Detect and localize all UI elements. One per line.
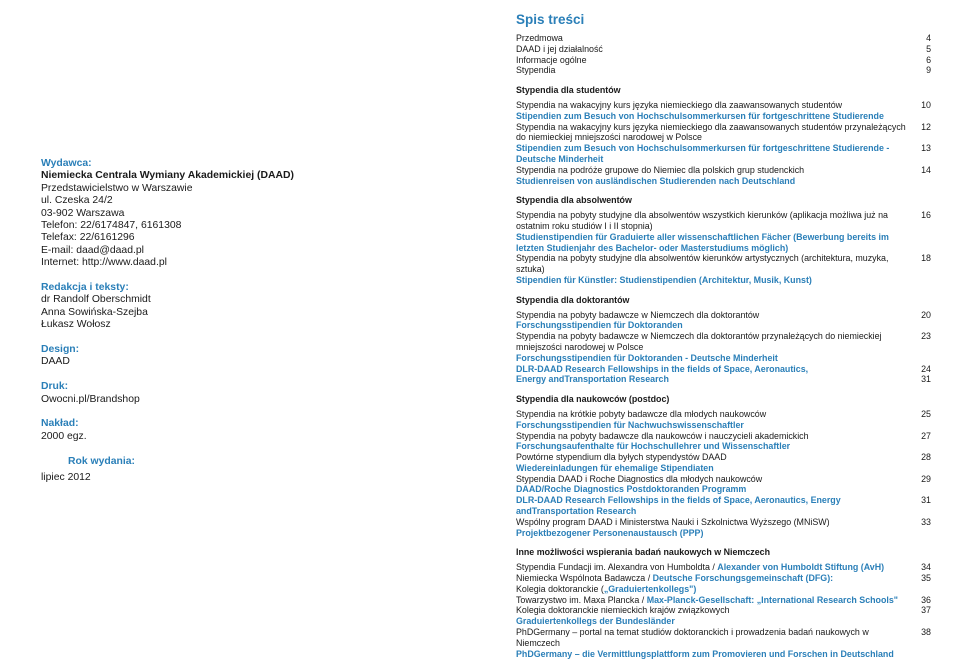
toc-entry-pl: Stypendia na wakacyjny kurs języka niemieckiego dla zaawansowanych studentów [516, 99, 843, 110]
year-label: Rok wydania: [68, 455, 135, 467]
publisher-block [41, 158, 311, 270]
toc-entry[interactable] [516, 431, 931, 453]
toc-entry[interactable] [516, 253, 931, 285]
toc-entry[interactable] [516, 33, 931, 44]
spacer [516, 286, 931, 291]
toc-sections [516, 76, 931, 659]
toc-entry-pl: Wspólny program DAAD i Ministerstwa Nauki i Szkolnictwa Wyższego (MNiSW) [516, 516, 830, 527]
toc-page-number: 14 [921, 164, 931, 175]
toc-entry[interactable] [516, 627, 931, 659]
toc-entry-de: Alexander von Humboldt Stiftung (AvH) [717, 562, 885, 573]
toc-entry-de: Graduiertenkollegs der Bundesländer [516, 616, 675, 627]
toc-entry-pl: Stypendia na pobyty studyjne dla absolwentów wszystkich kierunków (aplikacja możliwa już na ostatnim roku studiów I i II stopnia) [516, 210, 888, 231]
toc-entry-pl: Kolegia doktoranckie ( [516, 583, 604, 594]
toc-entry-pl: Stypendia na pobyty badawcze w Niemczech dla doktorantów [516, 309, 760, 320]
toc-entry-de: Forschungsstipendien für Doktoranden - Deutsche Minderheit [516, 352, 778, 363]
toc-page-number: 4 [926, 33, 931, 43]
toc-entry-line [516, 595, 913, 606]
design-value: DAAD [41, 356, 70, 368]
toc-entry[interactable] [516, 210, 931, 253]
toc-page-number: 31 [921, 495, 931, 506]
toc-entry-text [516, 165, 917, 187]
office: Przedstawicielstwo w Warszawie [41, 182, 193, 194]
toc-entry[interactable] [516, 165, 931, 187]
toc-entry[interactable] [516, 562, 931, 573]
toc-entry-pl: Stypendia na pobyty badawcze w Niemczech dla doktorantów przynależących do niemieckiej mniejszości narodowej w Polsce [516, 331, 882, 352]
toc-entry-pl: Stypendia na pobyty badawcze dla naukowców i nauczycieli akademickich [516, 430, 809, 441]
toc-entry[interactable] [516, 143, 931, 165]
circulation-value: 2000 egz. [41, 430, 87, 442]
toc-entry-pl: Stypendia na krótkie pobyty badawcze dla młodych naukowców [516, 408, 767, 419]
print-label: Druk: [41, 381, 69, 393]
toc-entry-de: DAAD/Roche Diagnostics Postdoktoranden Programm [516, 484, 747, 495]
toc-entry-pl: Kolegia doktoranckie niemieckich krajów związkowych [516, 605, 730, 616]
toc-entry-text [516, 517, 917, 539]
toc-entry-label: Przedmowa [516, 33, 563, 43]
spacer [516, 538, 931, 543]
spacer [516, 385, 931, 390]
toc-page-number: 37 [921, 605, 931, 616]
street: ul. Czeska 24/2 [41, 195, 113, 207]
print-value: Owocni.pl/Brandshop [41, 393, 140, 405]
toc-entry-de: „Graduiertenkollegs") [603, 583, 697, 594]
toc-page-number: 29 [921, 473, 931, 484]
design-block [41, 344, 311, 369]
design-label: Design: [41, 344, 80, 356]
toc-entry[interactable] [516, 65, 931, 76]
toc-entry[interactable] [516, 573, 931, 595]
toc-page-number: 34 [921, 562, 931, 573]
toc-entry-de: Forschungsstipendien für Doktoranden [516, 320, 683, 331]
editor: dr Randolf Oberschmidt [41, 294, 151, 306]
toc-page-number: 23 [921, 331, 931, 342]
toc-entry-text [516, 431, 917, 453]
toc-entry[interactable] [516, 409, 931, 431]
toc-page-number: 16 [921, 210, 931, 221]
editor: Anna Sowińska-Szejba [41, 306, 148, 318]
toc-entry[interactable] [516, 122, 931, 144]
toc-entry-text [516, 595, 917, 606]
toc-column [516, 12, 931, 659]
toc-page-number: 27 [921, 430, 931, 441]
toc-entry-de: Stipendien zum Besuch von Hochschulsommerkursen für fortgeschrittene Studierende [516, 110, 884, 121]
toc-entry-pl: Stypendia na pobyty studyjne dla absolwentów kierunków artystycznych (architektura, muzyka, sztuka) [516, 253, 889, 275]
toc-entry-pl: Powtórne stypendium dla byłych stypendystów DAAD [516, 452, 727, 463]
toc-entry-de: Stipendien zum Besuch von Hochschulsommerkursen für fortgeschrittene Studierende - Deutsche Minderheit [516, 143, 890, 164]
toc-entry-de: Max-Planck-Gesellschaft: „International Research Schools" [646, 594, 899, 605]
editors-block [41, 282, 311, 332]
toc-entry[interactable] [516, 595, 931, 606]
toc-entry-text [516, 364, 917, 375]
toc-entry-de: Studienreisen von ausländischen Studierenden nach Deutschland [516, 175, 796, 186]
toc-entry[interactable] [516, 374, 931, 385]
toc-entry-pl: Stypendia DAAD i Roche Diagnostics dla młodych naukowców [516, 473, 763, 484]
toc-page-number: 35 [921, 573, 931, 584]
toc-entry[interactable] [516, 605, 931, 627]
toc-entry[interactable] [516, 495, 931, 517]
toc-page-number: 20 [921, 309, 931, 320]
toc-entry[interactable] [516, 310, 931, 332]
toc-entry[interactable] [516, 452, 931, 474]
toc-entry-de: Projektbezogener Personenaustausch (PPP) [516, 527, 704, 538]
toc-entry[interactable] [516, 474, 931, 496]
toc-entry-text [516, 374, 917, 385]
toc-entry-de: Forschungsstipendien für Nachwuchswissenschaftler [516, 419, 744, 430]
toc-entry[interactable] [516, 331, 931, 363]
toc-page-number: 9 [926, 65, 931, 76]
circulation-block [41, 418, 311, 443]
toc-entry-line [516, 584, 913, 595]
toc-entry-text [516, 143, 917, 165]
toc-entry-label: DAAD i jej działalność [516, 43, 603, 54]
email: E-mail: daad@daad.pl [41, 244, 144, 256]
toc-section-heading: Stypendia dla studentów [516, 85, 621, 96]
toc-page-number: 25 [921, 408, 931, 419]
toc-section-heading: Stypendia dla doktorantów [516, 294, 630, 305]
toc-entry-text [516, 331, 917, 363]
toc-page-number: 28 [921, 452, 931, 463]
toc-entry-text [516, 452, 917, 474]
toc-entry-text [516, 495, 917, 517]
toc-entry-label: Stypendia [516, 65, 556, 76]
toc-entry[interactable] [516, 55, 931, 66]
toc-entry-text [516, 100, 917, 122]
year-value: lipiec 2012 [41, 472, 91, 484]
toc-entry-pl: Stypendia Fundacji im. Alexandra von Humboldta / [516, 562, 718, 573]
toc-page-number: 33 [921, 516, 931, 527]
toc-entry-de: DLR-DAAD Research Fellowships in the fields of Space, Aeronautics, Energy andTransportation Research [516, 495, 841, 517]
toc-entry-pl: Towarzystwo im. Maxa Plancka / [516, 594, 647, 605]
toc-entry-text [516, 210, 917, 253]
toc-title: Spis treści [516, 12, 585, 27]
toc-entry-text [516, 122, 917, 144]
toc-entry-de: Deutsche Forschungsgemeinschaft (DFG): [652, 573, 834, 584]
circulation-label: Nakład: [41, 418, 79, 430]
toc-entry-de: Wiedereinladungen für ehemalige Stipendiaten [516, 462, 714, 473]
toc-entry-pl: Niemiecka Wspólnota Badawcza / [516, 573, 653, 584]
imprint-column [41, 158, 311, 485]
print-block [41, 381, 311, 406]
toc-entry-text [516, 253, 917, 285]
toc-entry-label: Informacje ogólne [516, 54, 587, 65]
toc-page-number: 5 [926, 43, 931, 54]
editors-label: Redakcja i teksty: [41, 282, 129, 294]
toc-entry-pl: Stypendia na wakacyjny kurs języka niemieckiego dla zaawansowanych studentów przynależących do niemieckiej mniejszości narodowej w Polsce [516, 121, 906, 143]
publisher-name: Niemiecka Centrala Wymiany Akademickiej (DAAD) [41, 170, 294, 182]
toc-page-number: 18 [921, 253, 931, 264]
toc-entry-pl: Stypendia na podróże grupowe do Niemiec dla polskich grup studenckich [516, 164, 805, 175]
toc-entry-text [516, 605, 917, 627]
toc-entry-de: PhDGermany – die Vermittlungsplattform zum Promovieren und Forschen in Deutschland [516, 648, 894, 659]
publisher-label: Wydawca: [41, 158, 92, 169]
toc-page-number: 12 [921, 121, 931, 132]
fax: Telefax: 22/6161296 [41, 232, 135, 244]
toc-entry-text [516, 573, 917, 595]
spacer [516, 186, 931, 191]
toc-entry-line [516, 562, 913, 573]
phone: Telefon: 22/6174847, 6161308 [41, 220, 182, 232]
toc-entry-de: Stipendien für Künstler: Studienstipendien (Architektur, Musik, Kunst) [516, 274, 812, 285]
editor: Łukasz Wołosz [41, 319, 111, 331]
toc-section-heading: Inne możliwości wspierania badań naukowych w Niemczech [516, 547, 770, 558]
toc-page-number: 10 [921, 99, 931, 110]
toc-page-number: 24 [921, 363, 931, 374]
toc-entry-de: Energy andTransportation Research [516, 374, 669, 385]
toc-page-number: 31 [921, 374, 931, 385]
internet: Internet: http://www.daad.pl [41, 257, 167, 269]
toc-entry-de: Forschungsaufenthalte für Hochschullehrer und Wissenschaftler [516, 441, 791, 452]
toc-section-heading: Stypendia dla absolwentów [516, 195, 632, 206]
toc-entry-de: Studienstipendien für Graduierte aller wissenschaftlichen Fächer (Bewerbung bereits im letzten Studienjahr des Bachelor- oder Masterstudiums möglich) [516, 231, 889, 253]
toc-page-number: 6 [926, 54, 931, 65]
toc-entry-text [516, 310, 917, 332]
toc-entry-text [516, 409, 917, 431]
city: 03-902 Warszawa [41, 207, 125, 219]
toc-section-heading: Stypendia dla naukowców (postdoc) [516, 394, 670, 405]
toc-entry[interactable] [516, 364, 931, 375]
toc-entry-pl: PhDGermany – portal na temat studiów doktoranckich i prowadzenia badań naukowych w Niemczech [516, 627, 869, 648]
toc-entry-text [516, 562, 917, 573]
spacer [516, 76, 931, 81]
toc-entry-text [516, 627, 917, 659]
toc-page-number: 38 [921, 627, 931, 638]
toc-entry[interactable] [516, 517, 931, 539]
toc-entry-line [516, 573, 913, 584]
toc-entry[interactable] [516, 100, 931, 122]
year-block [68, 456, 338, 468]
toc-entry[interactable] [516, 44, 931, 55]
toc-entry-de: DLR-DAAD Research Fellowships in the fields of Space, Aeronautics, [516, 363, 809, 374]
toc-page-number: 36 [921, 594, 931, 605]
toc-top-list [516, 33, 931, 76]
toc-page-number: 13 [921, 143, 931, 154]
toc-entry-text [516, 474, 917, 496]
